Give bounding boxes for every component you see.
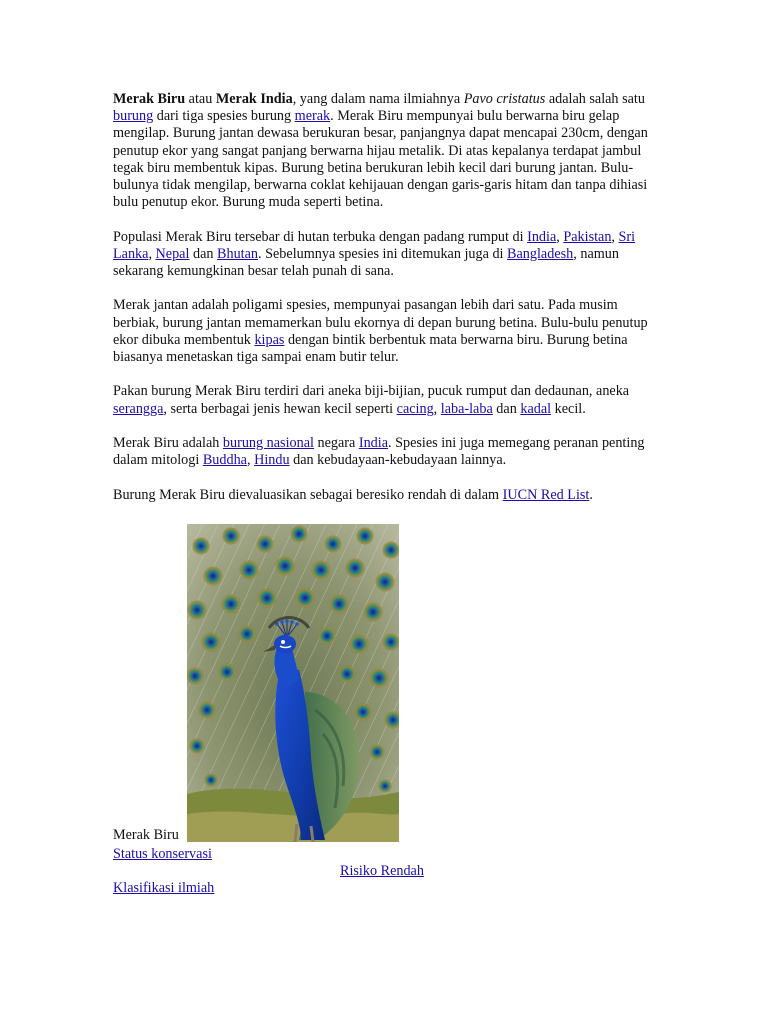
article-body (113, 91, 658, 504)
peacock-photo-icon (187, 524, 399, 842)
term-merak-biru: Merak Biru (113, 91, 186, 107)
link-india-2[interactable]: India (358, 435, 389, 451)
paragraph-gap (113, 280, 658, 297)
link-pakistan[interactable]: Pakistan (563, 228, 612, 245)
link-nepal[interactable]: Nepal (155, 245, 190, 262)
scientific-name: Pavo cristatus (463, 91, 546, 107)
figure-caption: Merak Biru (113, 827, 179, 843)
link-india[interactable]: India (527, 228, 557, 245)
paragraph-iucn: Burung Merak Biru dievaluasikan sebagai beresiko rendah di dalam IUCN Red List. (113, 486, 593, 503)
link-klasifikasi-ilmiah[interactable]: Klasifikasi ilmiah (113, 880, 215, 896)
paragraph-culture: Merak Biru adalah burung nasional negara India. Spesies ini juga memegang peranan penting dalam mitologi Buddha, Hindu dan kebudayaan-kebudayaan lainnya. (113, 435, 645, 469)
link-buddha[interactable]: Buddha (202, 452, 247, 469)
paragraph-breeding: Merak jantan adalah poligami spesies, mempunyai pasangan lebih dari satu. Pada musim berbiak, burung jantan memamerkan bulu ekornya di depan burung betina. Bulu-bulu penutup ekor dibuka membentuk kipas dengan bintik berbentuk mata berwarna biru. Burung betina biasanya menetaskan tiga sampai enam butir telur. (113, 297, 648, 366)
paragraph-gap (113, 366, 658, 383)
link-serangga[interactable]: serangga (113, 400, 164, 417)
link-sri-lanka[interactable]: Sri Lanka (113, 228, 636, 262)
link-merak[interactable]: merak (294, 108, 331, 125)
link-bangladesh[interactable]: Bangladesh (507, 245, 574, 262)
link-status-konservasi[interactable]: Status konservasi (113, 846, 212, 862)
peacock-figure (113, 524, 658, 844)
paragraph-diet: Pakan burung Merak Biru terdiri dari aneka biji-bijian, pucuk rumput dan dedaunan, aneka serangga, serta berbagai jenis hewan kecil seperti cacing, laba-laba dan kadal kecil. (113, 383, 630, 417)
link-hindu[interactable]: Hindu (254, 452, 290, 469)
term-merak-india: Merak India (215, 91, 293, 107)
link-laba-laba[interactable]: laba-laba (440, 400, 493, 417)
link-burung[interactable]: burung (113, 108, 154, 125)
link-burung-nasional[interactable]: burung nasional (222, 435, 314, 451)
link-kadal[interactable]: kadal (520, 400, 552, 417)
paragraph-population: Populasi Merak Biru tersebar di hutan terbuka dengan padang rumput di India, Pakistan, Sri Lanka, Nepal dan Bhutan. Sebelumnya spesies ini ditemukan juga di Bangladesh, namun sekarang kemungkinan besar telah punah di sana. (113, 228, 636, 280)
link-cacing[interactable]: cacing (396, 400, 434, 417)
paragraph-gap (113, 469, 658, 486)
link-iucn-red-list[interactable]: IUCN Red List (502, 486, 590, 503)
link-bhutan[interactable]: Bhutan (217, 245, 259, 262)
paragraph-gap (113, 211, 658, 228)
paragraph-intro: Merak Biru atau Merak India, yang dalam nama ilmiahnya Pavo cristatus adalah salah satu burung dari tiga spesies burung merak. Merak Biru mempunyai bulu berwarna biru gelap mengilap. Burung jantan dewasa berukuran besar, panjangnya dapat mencapai 230cm, dengan penutup ekor yang sangat panjang berwarna hijau metalik. Di atas kepalanya terdapat jambul tegak biru membentuk kipas. Burung betina berukuran lebih kecil dari burung jantan. Bulu-bulunya tidak mengilap, berwarna coklat kehijauan dengan garis-garis hitam dan tanpa dihiasi bulu penutup ekor. Burung muda seperti betina. (113, 91, 648, 211)
paragraph-gap (113, 418, 658, 435)
link-kipas[interactable]: kipas (254, 331, 285, 348)
link-risiko-rendah[interactable]: Risiko Rendah (340, 863, 424, 879)
